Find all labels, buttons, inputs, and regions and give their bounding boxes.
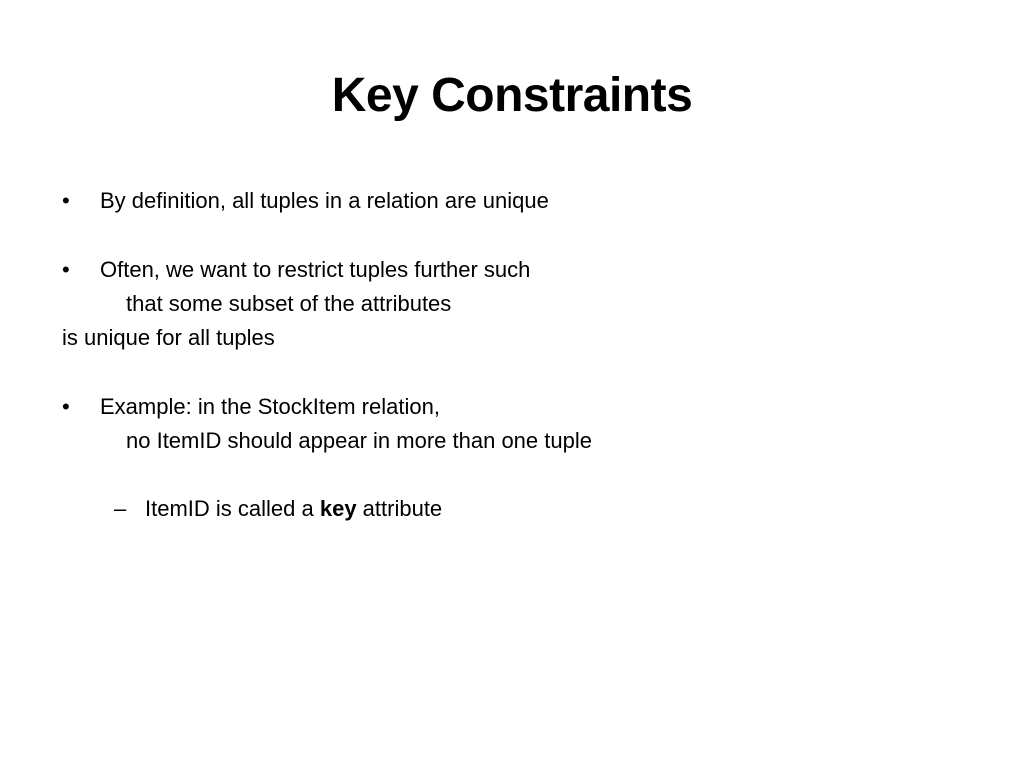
sub-bullet-dash: – — [114, 496, 127, 521]
bullet-text-3: Example: in the StockItem relation, — [100, 394, 440, 419]
bullet-text-3-continuation-1: no ItemID should appear in more than one tuple — [126, 428, 592, 453]
bullet-text-2-continuation-2: is unique for all tuples — [62, 325, 275, 350]
bullet-text-1: By definition, all tuples in a relation are unique — [100, 188, 549, 213]
sub-bullet-before: ItemID is called a — [145, 496, 320, 521]
slide-title: Key Constraints — [331, 69, 693, 122]
sub-bullet-after: attribute — [356, 496, 443, 521]
bullet-text-2-continuation-1: that some subset of the attributes — [126, 291, 452, 316]
bullet-text-2: Often, we want to restrict tuples further such — [100, 257, 531, 282]
bullet-marker-3: • — [62, 394, 70, 419]
bullet-marker-2: • — [62, 257, 70, 282]
sub-bullet-keyword: key — [319, 496, 357, 521]
sub-bullet-text — [145, 494, 442, 524]
bullet-marker-1: • — [62, 188, 70, 213]
